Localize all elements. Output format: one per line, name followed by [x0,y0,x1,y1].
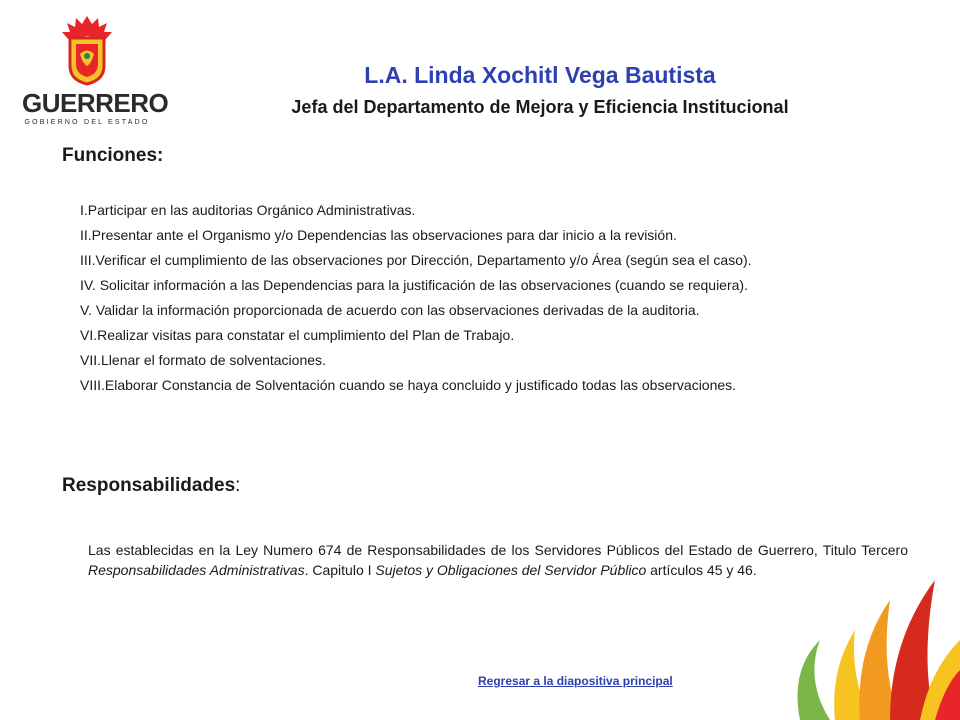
page-title: L.A. Linda Xochitl Vega Bautista [364,62,716,88]
decorative-ribbon-graphic [760,560,960,720]
responsabilidades-heading-text: Responsabilidades [62,475,236,496]
logo-subtitle: GOBIERNO DEL ESTADO [24,119,150,126]
list-item: IV. Solicitar información a las Dependencias para la justificación de las observaciones (cuando se requiera). [80,277,748,293]
list-item: II.Presentar ante el Organismo y/o Dependencias las observaciones para dar inicio a la revisión. [80,227,677,243]
funciones-heading: Funciones: [62,145,164,166]
resp-text-part-1: Las establecidas en la Ley Numero 674 de Responsabilidades de los Servidores Públicos del Estado de Guerrero, Titulo Tercero [88,542,908,558]
list-item: I.Participar en las auditorias Orgánico Administrativas. [80,202,416,218]
funciones-list [80,201,900,401]
heading-colon: : [235,475,241,496]
list-item: VI.Realizar visitas para constatar el cumplimiento del Plan de Trabajo. [80,327,515,343]
resp-text-part-3: artículos 45 y 46. [646,562,757,578]
list-item: VIII.Elaborar Constancia de Solventación cuando se haya concluido y justificado todas las observaciones. [80,377,737,393]
back-to-main-slide-link[interactable]: Regresar a la diapositiva principal [478,674,673,688]
coat-of-arms-icon [58,14,116,86]
list-item: VII.Llenar el formato de solventaciones. [80,352,326,368]
guerrero-logo [22,14,169,129]
list-item: III.Verificar el cumplimiento de las observaciones por Dirección, Departamento y/o Área (según sea el caso). [80,252,752,268]
resp-italic-part-1: Responsabilidades Administrativas [88,562,305,578]
resp-italic-part-2: Sujetos y Obligaciones del Servidor Público [375,562,647,578]
list-item: V. Validar la información proporcionada de acuerdo con las observaciones derivadas de la auditoria. [80,302,700,318]
responsabilidades-heading [62,475,240,497]
page-subtitle: Jefa del Departamento de Mejora y Eficiencia Institucional [291,97,789,117]
resp-text-part-2: . Capitulo I [304,562,376,578]
logo-wordmark: GUERRERO [22,88,169,118]
